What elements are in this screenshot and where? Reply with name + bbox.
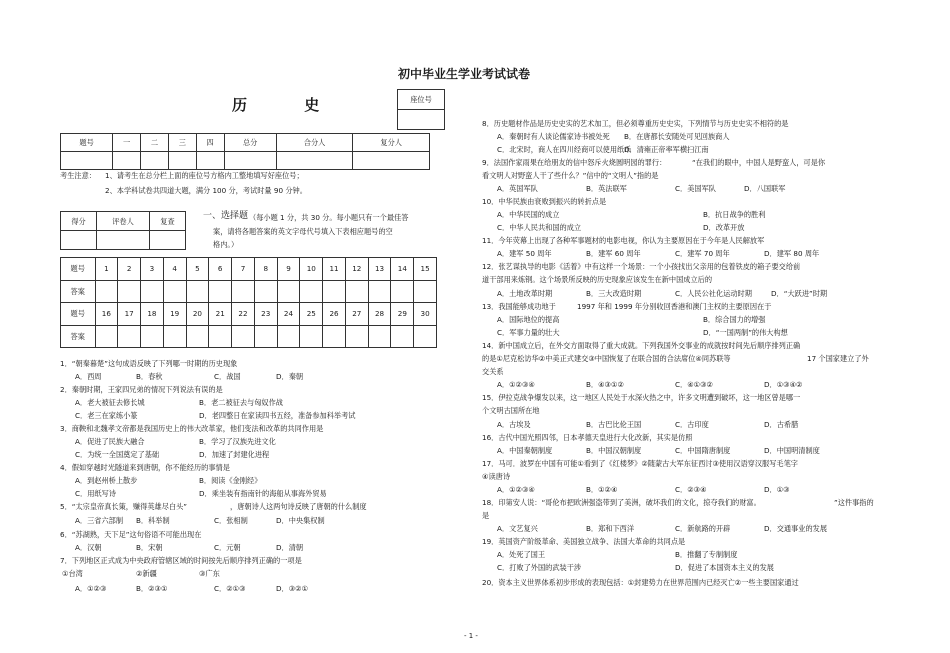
question-line: C．打败了外国的武装干涉 [497,563,582,572]
answer-cell[interactable] [254,280,277,303]
answer-cell[interactable] [323,325,346,348]
answer-cell[interactable] [95,325,118,348]
answer-cell[interactable] [391,325,414,348]
score-cell [113,152,141,170]
question-line: ②新疆 [136,569,157,578]
question-line: A．①②③④ [497,380,535,389]
seat-number-box [397,89,445,130]
question-line: A．老大被征去修长城 [75,398,145,407]
question-line: 是 [482,511,490,520]
question-number-cell: 11 [323,258,346,281]
question-line: A．到赵州桥上散步 [75,476,138,485]
question-line: D．八国联军 [744,184,786,193]
question-line: A．文艺复兴 [497,524,538,533]
exam-title: 初中毕业生学业考试试卷 [398,67,531,81]
question-line: “在我们的眼中，中国人是野蛮人，可是你 [692,158,826,167]
question-line: B．①②④ [586,485,618,494]
question-line: 14．新中国成立后，在外交方面取得了重大成就。下列我国外交事业的成就按时间先后顺序排列正确 [482,341,801,350]
question-number-cell: 3 [141,258,164,281]
answer-cell[interactable] [163,325,186,348]
score-header-cell: 二 [141,134,169,152]
question-line: D．①③④② [764,380,803,389]
question-line: B．老二被征去与匈奴作战 [199,398,283,407]
question-line: A．中国秦朝制度 [497,446,553,455]
question-number-cell: 19 [163,303,186,326]
answer-cell[interactable] [232,280,255,303]
question-line: B．④③①② [586,380,624,389]
score-header-cell: 三 [168,134,196,152]
answer-cell[interactable] [391,280,414,303]
question-line: 7．下列地区正式成为中央政府管辖区域的时间按先后顺序排列正确的一项是 [60,556,302,565]
question-number-cell: 13 [368,258,391,281]
question-number-cell: 7 [232,258,255,281]
question-line: B．郑和下西洋 [586,524,635,533]
question-line: C．元朝 [214,543,241,552]
question-number-cell: 4 [163,258,186,281]
section-instruction: 案，请将各题答案的英文字母代号填入下表相应题号的空 [213,227,393,236]
question-line: A．英国军队 [497,184,538,193]
grader-label: 评卷人 [97,212,150,231]
question-number-cell: 21 [209,303,232,326]
question-line: B．综合国力的增强 [703,315,766,324]
question-line: A．①②③ [75,584,107,593]
question-number-cell: 18 [141,303,164,326]
answer-cell[interactable] [163,280,186,303]
question-line: C．中国隋唐制度 [675,446,731,455]
answer-table [60,257,437,348]
question-line: B．科举制 [136,516,170,525]
answer-cell[interactable] [345,280,368,303]
note-item: 1、请考生在总分栏上面的座位号方格内工整地填写好座位号； [105,171,304,180]
question-line: C．②③④ [675,485,707,494]
question-line: ③广东 [199,569,220,578]
question-number-cell: 5 [186,258,209,281]
question-line: 10．中华民族由衰败到振兴的转折点是 [482,197,607,206]
question-line: D．老四整日在家读四书五经，准备参加科举考试 [199,411,356,420]
answer-cell[interactable] [277,325,300,348]
question-line: A．西周 [75,372,102,381]
answer-cell[interactable] [209,325,232,348]
notes-label: 考生注意： [60,171,96,180]
question-line: 4．假如穿越时光隧道来到唐朝，你不能经历的事情是 [60,463,230,472]
question-line: B．推翻了专制制度 [675,550,738,559]
question-line: C．用纸写诗 [75,489,116,498]
answer-cell[interactable] [300,325,323,348]
question-line: D．乘坐装有指南针的海船从事海外贸易 [199,489,327,498]
question-line: C．美国军队 [675,184,716,193]
question-line: B．在唐都长安随处可见回族商人 [624,132,730,141]
question-line: D．加速了封建化进程 [199,450,270,459]
question-line: A．建军 50 周年 [497,249,552,258]
score-cell [196,152,224,170]
note-item: 2、本学科试卷共四道大题，满分 100 分，考试时量 90 分钟。 [105,186,307,195]
answer-cell[interactable] [345,325,368,348]
question-line: B．中国汉朝制度 [586,446,642,455]
question-line: A．处死了国王 [497,550,546,559]
grader-label: 得分 [61,212,97,231]
question-line: C．新航路的开辟 [675,524,731,533]
question-line: ①台湾 [62,569,83,578]
question-line: C．北宋时，商人在四川经商可以使用纸币 [497,145,632,154]
question-line: 8．历史题材作品是历史史实的艺术加工，但必须尊重历史史实，下列情节与历史史实不相符的是 [482,119,789,128]
answer-cell[interactable] [254,325,277,348]
question-line: 11．今年荧幕上出现了各种军事题材的电影电视，你认为主要原因在于今年是人民解放军 [482,236,765,245]
question-line: B．②③① [136,584,168,593]
answer-cell[interactable] [95,280,118,303]
question-number-cell: 8 [254,258,277,281]
question-line: 6．“苏湖熟，天下足”这句俗语不可能出现在 [60,530,202,539]
question-line: D．改革开放 [703,223,745,232]
question-number-cell: 2 [118,258,141,281]
subject-title: 历 史 [232,96,346,114]
answer-cell[interactable] [118,325,141,348]
score-cell [61,152,113,170]
question-line: D．中央集权制 [276,516,325,525]
answer-row-label: 答案 [61,280,96,303]
question-line: A．①②③④ [497,485,535,494]
answer-cell[interactable] [141,280,164,303]
grader-cell [97,231,150,250]
question-line: 5．“太宗皇帝真长策，赚得英雄尽白头” [60,502,188,511]
question-line: B．三大改造时期 [586,289,642,298]
question-line: 的是①尼克松访华②中美正式建交③中国恢复了在联合国的合法席位④同苏联等 [482,354,731,363]
score-header-cell: 题号 [61,134,113,152]
answer-cell[interactable] [368,280,391,303]
grader-cell [61,231,97,250]
score-header-cell: 总分 [224,134,276,152]
question-line: D．③②① [276,584,309,593]
answer-cell[interactable] [186,280,209,303]
answer-cell[interactable] [300,280,323,303]
question-line: A．汉朝 [75,543,102,552]
question-line: ”这件事指的 [834,498,874,507]
answer-cell[interactable] [368,325,391,348]
seat-label: 座位号 [398,90,445,110]
question-line: C．老三在家练小篆 [75,411,138,420]
answer-cell[interactable] [277,280,300,303]
question-number-cell: 6 [209,258,232,281]
question-number-cell: 20 [186,303,209,326]
question-number-cell: 1 [95,258,118,281]
question-number-cell: 16 [95,303,118,326]
question-number-cell: 24 [277,303,300,326]
question-line: C．建军 70 周年 [675,249,730,258]
question-line: C．为统一全国奠定了基础 [75,450,160,459]
question-number-cell: 14 [391,258,414,281]
question-line: 16．古代中国光照四邻，日本孝德天皇进行大化改新，其实是仿照 [482,433,693,442]
question-number-cell: 15 [414,258,437,281]
answer-row-label: 题号 [61,303,96,326]
grader-cell [149,231,185,250]
question-line: C．张相制 [214,516,248,525]
question-line: D．“大跃进”时期 [771,289,828,298]
question-line: A．古埃及 [497,420,531,429]
question-line: 1．“朝秦暮楚”这句成语反映了下列哪一时期的历史现象 [60,359,238,368]
page-number: - 1 - [464,632,478,640]
section-heading: 一、选择题 [203,211,249,221]
question-line: 20．资本主义世界体系初步形成的表现包括：①封建势力在世界范围内已经灭亡②一些主要国家通过 [482,578,799,587]
question-number-cell: 17 [118,303,141,326]
question-line: 17．马可．波罗在中国有可能①看到了《红楼梦》②随蒙古大军东征西讨③使用汉语穿汉服写毛笔字 [482,459,798,468]
question-line: 13．我国能够成功地于 [482,302,556,311]
question-line: B．学习了汉族先进文化 [199,437,276,446]
score-cell [276,152,353,170]
question-line: B．宋朝 [136,543,163,552]
question-line: 2．秦朝时期，王家四兄弟的情况下列说法有误的是 [60,385,223,394]
question-line: D．交通事业的发展 [764,524,828,533]
question-line: D．清朝 [276,543,304,552]
question-line: B．春秋 [136,372,163,381]
question-number-cell: 23 [254,303,277,326]
question-line: 9．法国作家雨果在给朋友的信中怒斥火烧圆明园的罪行： [482,158,667,167]
question-line: A．土地改革时期 [497,289,553,298]
score-table [60,133,430,170]
question-line: B．阅读《金刚经》 [199,476,262,485]
question-number-cell: 29 [391,303,414,326]
score-header-cell: 合分人 [276,134,353,152]
question-line: C．②①③ [214,584,246,593]
answer-cell[interactable] [414,325,437,348]
question-line: D．促进了本国资本主义的发展 [675,563,774,572]
score-header-cell: 四 [196,134,224,152]
question-line: D．建军 80 周年 [764,249,820,258]
question-line: B．抗日战争的胜利 [703,210,766,219]
question-number-cell: 27 [345,303,368,326]
question-line: A．中华民国的成立 [497,210,560,219]
answer-cell[interactable] [209,280,232,303]
question-line: C．中华人民共和国的成立 [497,223,582,232]
question-number-cell: 12 [345,258,368,281]
question-line: C．军事力量的壮大 [497,328,560,337]
question-line: 1997 年和 1999 年分别收回香港和澳门主权的主要原因在于 [577,302,772,311]
score-cell [224,152,276,170]
question-line: ④读唐诗 [482,472,511,481]
score-cell [353,152,430,170]
question-line: 个文明古国所在地 [482,406,540,415]
question-line: D．中国明清制度 [764,446,820,455]
question-number-cell: 26 [323,303,346,326]
question-line: D．清雍正帝率军横扫江南 [624,145,709,154]
question-line: D．“一国两制”的伟大构想 [703,328,788,337]
question-line: 15．伊拉克战争爆发以来，这一地区人民处于水深火热之中，许多文明遭到破坏，这一地区曾是哪一 [482,393,801,402]
question-line: C．人民公社化运动时期 [675,289,752,298]
answer-cell[interactable] [323,280,346,303]
question-line: B．古巴比伦王国 [586,420,642,429]
question-line: D．①③ [764,485,790,494]
question-line: B．建军 60 周年 [586,249,641,258]
question-line: C．战国 [214,372,241,381]
question-line: A．三省六部制 [75,516,124,525]
section-instruction: 格内。） [213,240,239,249]
question-number-cell: 25 [300,303,323,326]
question-number-cell: 28 [368,303,391,326]
score-cell [141,152,169,170]
answer-row-label: 答案 [61,325,96,348]
question-number-cell: 22 [232,303,255,326]
question-line: 18．印第安人说：“哥伦布把欧洲强盗带到了美洲，破坏我们的文化，掠夺我们的财富。 [482,498,761,507]
answer-row-label: 题号 [61,258,96,281]
question-line: A．秦朝时有人谈论儒家诗书被处死 [497,132,610,141]
answer-cell[interactable] [232,325,255,348]
question-line: C．④①③② [675,380,713,389]
answer-cell[interactable] [118,280,141,303]
question-line: A．国际地位的提高 [497,315,560,324]
question-number-cell: 10 [300,258,323,281]
question-line: D．秦朝 [276,372,304,381]
question-line: 3．商鞅和北魏孝文帝都是我国历史上的伟大改革家，他们变法和改革的共同作用是 [60,424,324,433]
answer-cell[interactable] [186,325,209,348]
question-line: A．促进了民族大融合 [75,437,145,446]
question-line: B．英法联军 [586,184,627,193]
question-line: 19．英国资产阶级革命、美国独立战争、法国大革命的共同点是 [482,537,686,546]
question-line: 看文明人对野蛮人干了些什么？”信中的“文明人”指的是 [482,171,659,180]
question-line: D．古希腊 [764,420,799,429]
answer-cell[interactable] [414,280,437,303]
score-cell [168,152,196,170]
grader-label: 复查 [149,212,185,231]
question-line: C．古印度 [675,420,709,429]
score-header-cell: 复分人 [353,134,430,152]
grader-table [60,211,186,250]
answer-cell[interactable] [141,325,164,348]
score-header-cell: 一 [113,134,141,152]
seat-input-cell[interactable] [398,110,445,130]
question-line: 12．张艺谋执导的电影《活着》中有这样一个场景：一个小孩找出父亲用的包着铁皮的箱子要交给前 [482,262,801,271]
question-line: 17 个国家建立了外 [807,354,869,363]
question-line: 道干部用来炼钢。这个场景所反映的历史现象应该发生在新中国成立后的 [482,275,713,284]
question-line: ，唐朝诗人这两句诗反映了唐朝的什么制度 [230,502,367,511]
section-instruction: （每小题 1 分，共 30 分。每小题只有一个最佳答 [249,213,409,222]
question-number-cell: 30 [414,303,437,326]
question-line: 交关系 [482,367,504,376]
question-number-cell: 9 [277,258,300,281]
